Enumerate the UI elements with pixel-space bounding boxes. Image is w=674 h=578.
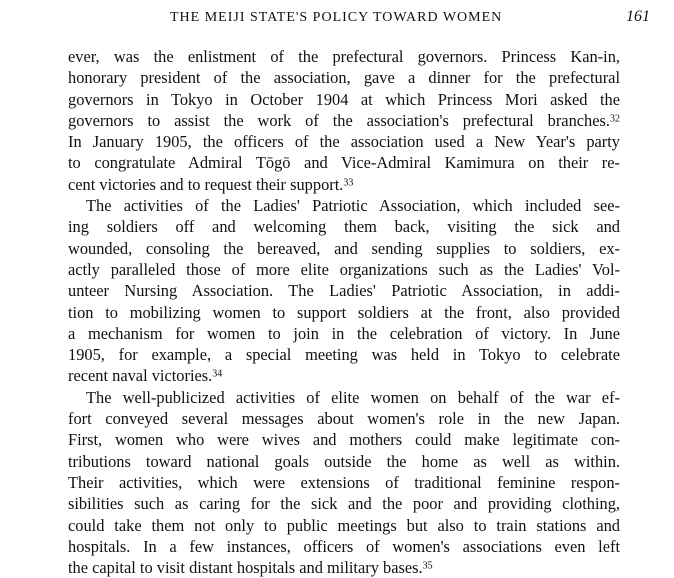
text-line bbox=[68, 67, 620, 88]
line-text: The activities of the Ladies' Patriotic Association, which included see- bbox=[86, 196, 620, 216]
line-text: fort conveyed several messages about women's role in the new Japan. bbox=[68, 409, 620, 429]
text-line bbox=[68, 238, 620, 259]
text-line bbox=[68, 216, 620, 237]
text-line bbox=[68, 387, 620, 408]
line-text: sibilities such as caring for the sick and the poor and providing clothing, bbox=[68, 494, 620, 514]
line-text: hospitals. In a few instances, officers of women's associations even left bbox=[68, 536, 620, 556]
line-text: to congratulate Admiral Tōgō and Vice-Admiral Kamimura on their re- bbox=[68, 153, 620, 173]
line-text: In January 1905, the officers of the association used a New Year's party bbox=[68, 132, 620, 152]
text-line bbox=[68, 323, 620, 344]
text-line bbox=[68, 493, 620, 514]
body-text bbox=[68, 46, 620, 578]
text-line bbox=[68, 429, 620, 450]
line-text: cent victories and to request their support. bbox=[68, 174, 344, 194]
text-line bbox=[68, 131, 620, 152]
text-line bbox=[68, 344, 620, 365]
running-header bbox=[170, 8, 650, 26]
line-text: governors in Tokyo in October 1904 at which Princess Mori asked the bbox=[68, 89, 620, 109]
line-text: the capital to visit distant hospitals and military bases. bbox=[68, 558, 423, 578]
text-line bbox=[68, 110, 620, 131]
line-text: wounded, consoling the bereaved, and sending supplies to soldiers, ex- bbox=[68, 238, 620, 258]
footnote-marker: 34 bbox=[212, 368, 223, 380]
footnote-marker: 35 bbox=[422, 560, 433, 572]
line-text: The well-publicized activities of elite women on behalf of the war ef- bbox=[86, 387, 620, 407]
text-line bbox=[68, 195, 620, 216]
text-line bbox=[68, 259, 620, 280]
text-line bbox=[68, 557, 620, 578]
line-text: tributions toward national goals outside the home as well as within. bbox=[68, 451, 620, 471]
text-line bbox=[68, 302, 620, 323]
text-line bbox=[68, 280, 620, 301]
text-line bbox=[68, 46, 620, 67]
line-text: honorary president of the association, gave a dinner for the prefectural bbox=[68, 68, 620, 88]
text-line bbox=[68, 174, 620, 195]
text-line bbox=[68, 451, 620, 472]
text-line bbox=[68, 536, 620, 557]
footnote-marker: 33 bbox=[343, 177, 354, 189]
text-line bbox=[68, 515, 620, 536]
line-text: ever, was the enlistment of the prefectural governors. Princess Kan-in, bbox=[68, 47, 620, 66]
line-text: actly paralleled those of more elite organizations such as the Ladies' Vol- bbox=[68, 259, 620, 279]
line-text: Their activities, which were extensions of traditional feminine respon- bbox=[68, 472, 620, 492]
line-text: First, women who were wives and mothers could make legitimate con- bbox=[68, 430, 620, 450]
line-text: governors to assist the work of the association's prefectural branches. bbox=[68, 110, 610, 130]
paragraph bbox=[68, 195, 620, 387]
running-title: THE MEIJI STATE'S POLICY TOWARD WOMEN bbox=[170, 10, 503, 25]
line-text: recent naval victories. bbox=[68, 366, 213, 386]
line-text: 1905, for example, a special meeting was held in Tokyo to celebrate bbox=[68, 345, 620, 365]
line-text: a mechanism for women to join in the celebration of victory. In June bbox=[68, 323, 620, 343]
page-number: 161 bbox=[626, 8, 650, 25]
text-line bbox=[68, 152, 620, 173]
line-text: tion to mobilizing women to support soldiers at the front, also provided bbox=[68, 302, 620, 322]
line-text: ing soldiers off and welcoming them back, visiting the sick and bbox=[68, 217, 620, 237]
paragraph bbox=[68, 46, 620, 195]
text-line bbox=[68, 408, 620, 429]
text-line bbox=[68, 89, 620, 110]
paragraph bbox=[68, 387, 620, 578]
line-text: unteer Nursing Association. The Ladies' Patriotic Association, in addi- bbox=[68, 281, 620, 301]
footnote-marker: 32 bbox=[610, 113, 620, 125]
line-text: could take them not only to public meetings but also to train stations and bbox=[68, 515, 620, 535]
text-line bbox=[68, 365, 620, 386]
text-line bbox=[68, 472, 620, 493]
